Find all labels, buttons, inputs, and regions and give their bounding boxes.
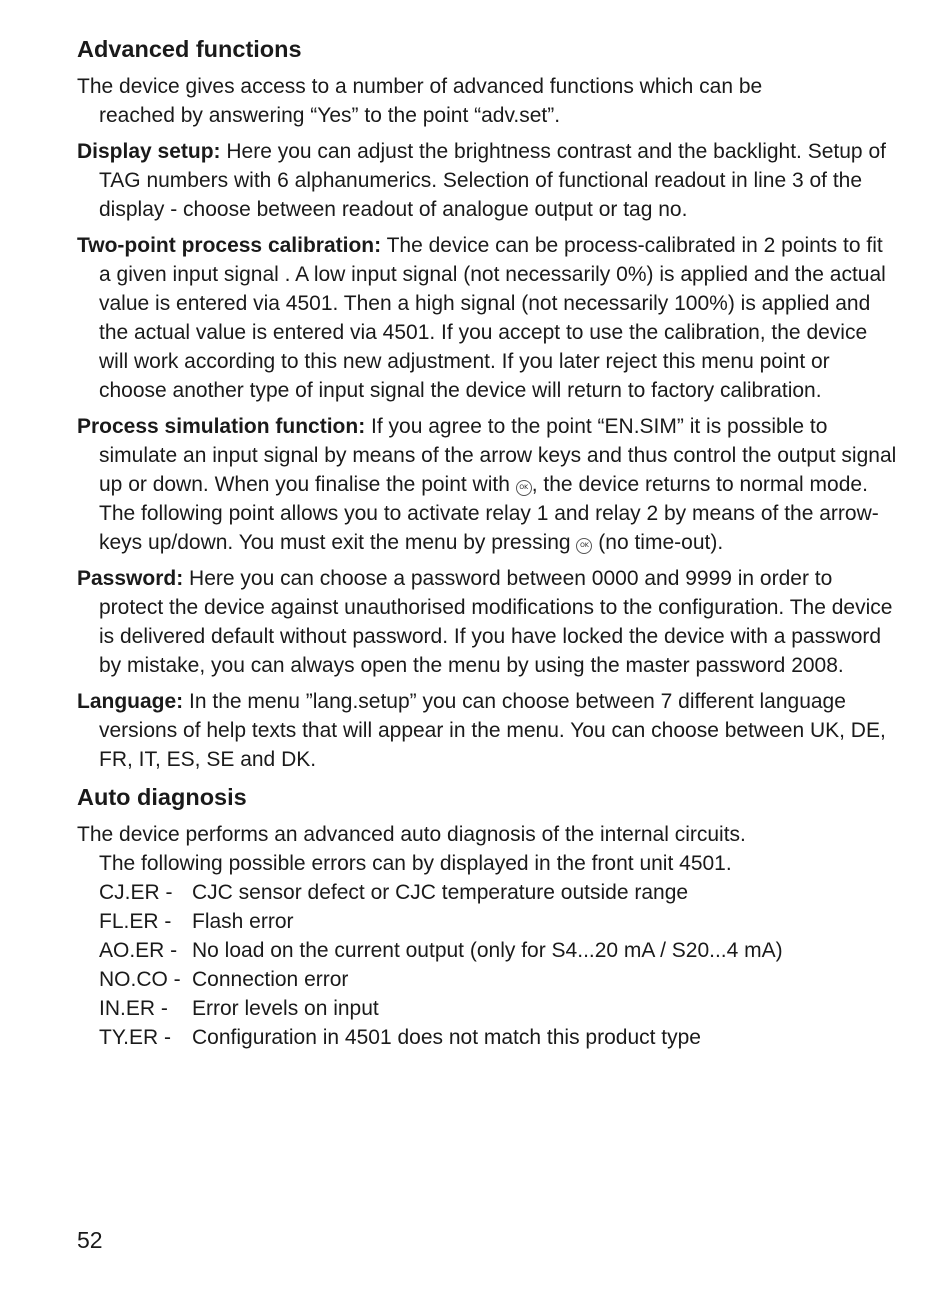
password-text: Here you can choose a password between 0000 and 9999 in order to protect the device against unauthorised modifications to the configuration. The device is delivered default without password. If you have locked the device with a password by mistake, you can always open the menu by using the master password 2008. <box>99 567 893 677</box>
ok-button-icon: OK <box>516 480 532 496</box>
error-description: Connection error <box>192 968 349 991</box>
auto-diagnosis-intro <box>77 820 897 878</box>
simulation-text: If you agree to the point “EN.SIM” it is possible to simulate an input signal by means of the arrow keys and thus control the output signal up or down. When you finalise the point with <box>99 415 897 496</box>
simulation-text: , the device returns to normal mode. The following point allows you to activate relay 1 and relay 2 by means of the arrow-keys up/down. You must exit the menu by pressing <box>99 473 879 554</box>
error-code: NO.CO - <box>99 968 181 991</box>
display-setup-text: Here you can adjust the brightness contrast and the backlight. Setup of TAG numbers with 6 alphanumerics. Selection of functional readout in line 3 of the display - choose between readout of analogue output or tag no. <box>99 140 886 221</box>
error-row <box>77 1023 897 1052</box>
error-code: AO.ER - <box>99 939 178 962</box>
error-description: Flash error <box>192 910 294 933</box>
document-page <box>77 33 897 1052</box>
language-text: In the menu ”lang.setup” you can choose between 7 different language versions of help texts that will appear in the menu. You can choose between UK, DE, FR, IT, ES, SE and DK. <box>99 690 886 771</box>
calibration-label: Two-point process calibration: <box>77 234 382 257</box>
error-row <box>77 965 897 994</box>
heading-auto-diagnosis: Auto diagnosis <box>77 784 247 810</box>
auto-intro-line: The following possible errors can by displayed in the front unit 4501. <box>99 852 732 875</box>
password-label: Password: <box>77 567 184 590</box>
simulation-text: (no time-out). <box>592 531 724 554</box>
language-paragraph <box>77 687 897 774</box>
error-row <box>77 907 897 936</box>
page-number: 52 <box>77 1227 103 1253</box>
error-code: FL.ER - <box>99 910 172 933</box>
error-row <box>77 994 897 1023</box>
error-description: No load on the current output (only for S4...20 mA / S20...4 mA) <box>192 939 783 962</box>
error-description: Error levels on input <box>192 997 379 1020</box>
intro-line: reached by answering “Yes” to the point “adv.set”. <box>99 104 561 127</box>
error-description: CJC sensor defect or CJC temperature outside range <box>192 881 689 904</box>
error-row <box>77 936 897 965</box>
display-setup-paragraph <box>77 137 897 224</box>
language-label: Language: <box>77 690 184 713</box>
error-description: Configuration in 4501 does not match this product type <box>192 1026 701 1049</box>
simulation-paragraph <box>77 412 897 557</box>
calibration-paragraph <box>77 231 897 405</box>
auto-intro-line: The device performs an advanced auto diagnosis of the internal circuits. <box>77 823 746 846</box>
heading-advanced-functions: Advanced functions <box>77 36 302 62</box>
calibration-text: The device can be process-calibrated in 2 points to fit a given input signal . A low input signal (not necessarily 0%) is applied and the actual value is entered via 4501. Then a high signal (not necessarily 100%) is applied and the actual value is entered via 4501. If you accept to use the calibration, the device will work according to this new adjustment. If you later reject this menu point or choose another type of input signal the device will return to factory calibration. <box>99 234 886 402</box>
error-list <box>77 878 897 1052</box>
intro-paragraph <box>77 72 897 130</box>
simulation-label: Process simulation function: <box>77 415 366 438</box>
error-code: TY.ER - <box>99 1026 171 1049</box>
error-code: CJ.ER - <box>99 881 173 904</box>
error-code: IN.ER - <box>99 997 168 1020</box>
ok-button-icon: OK <box>576 538 592 554</box>
password-paragraph <box>77 564 897 680</box>
error-row <box>77 878 897 907</box>
intro-line: The device gives access to a number of advanced functions which can be <box>77 75 763 98</box>
display-setup-label: Display setup: <box>77 140 221 163</box>
